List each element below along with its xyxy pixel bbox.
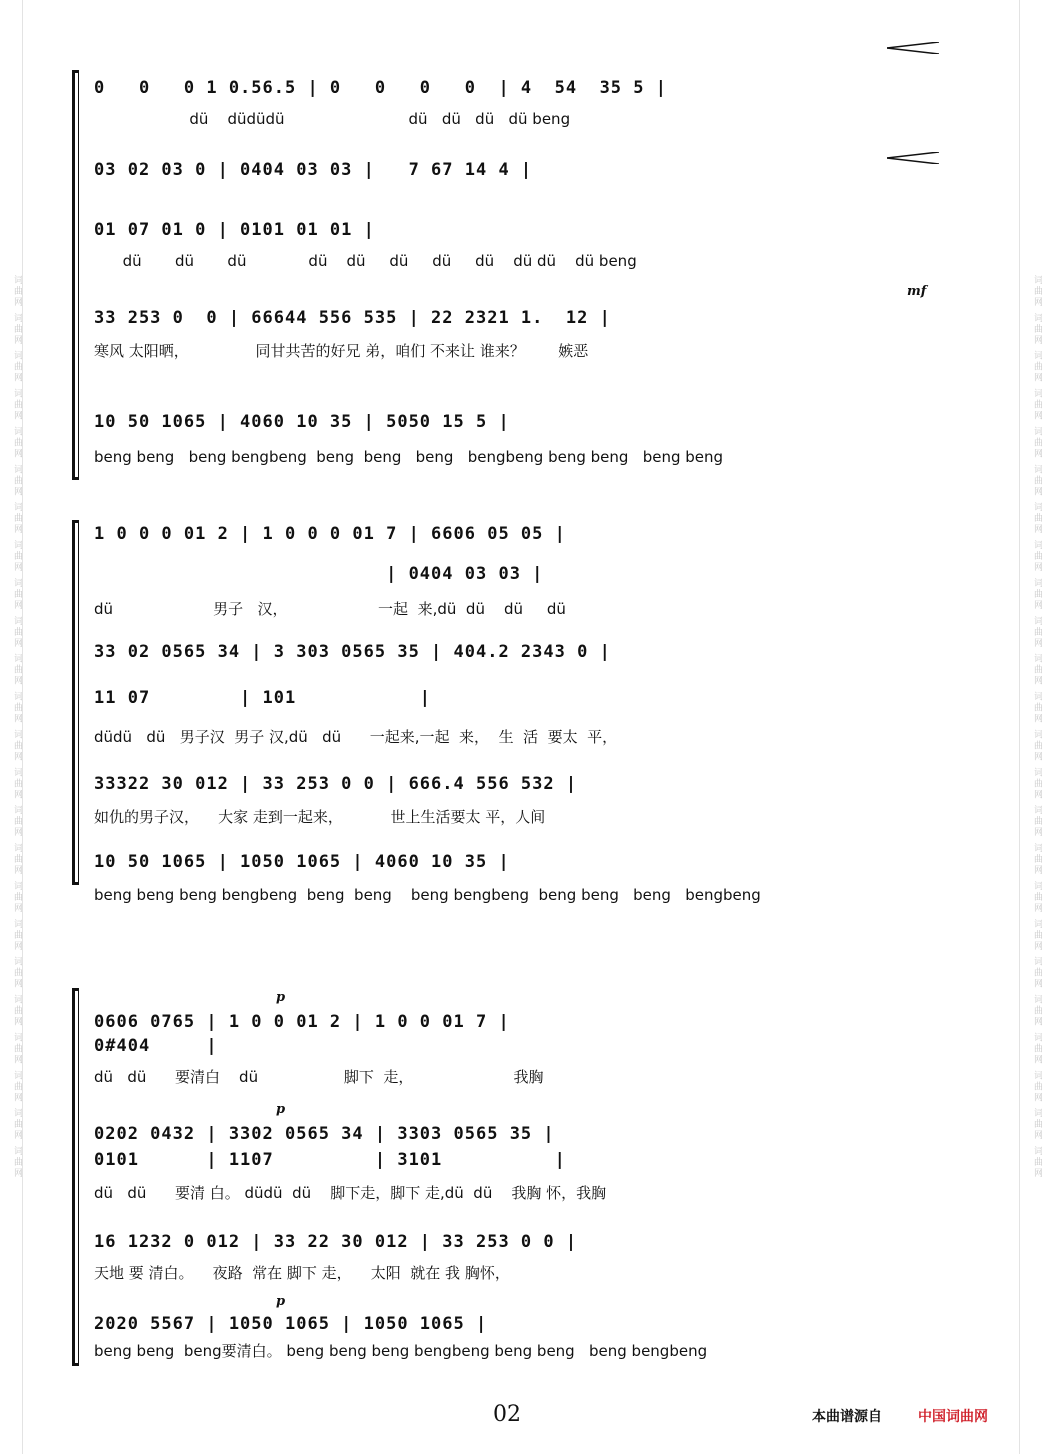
notation-line: 33322 30 012 | 33 253 0 0 | 666.4 556 532 | [94,774,578,794]
notation-line: 0101 | 1107 | 3101 | [94,1150,566,1170]
lyric-line: 天地 要 清白。 夜路 常在 脚下 走， 太阳 就在 我 胸怀， [94,1264,510,1282]
notation-line: | 0404 03 03 | [94,564,544,584]
notation-line: 33 253 0 0 | 66644 556 535 | 22 2321 1. 12 | [94,308,611,328]
system-bracket [72,988,81,1366]
lyric-line: beng beng beng要清白。 beng beng beng bengbeng beng beng beng bengbeng [94,1342,708,1360]
dynamic-marking: mf [907,284,927,299]
notation-line: 1 0 0 0 01 2 | 1 0 0 0 01 7 | 6606 05 05 | [94,524,566,544]
lyric-line: 寒风 太阳晒， 同甘共苦的好兄 弟，咱们 不来让 谁来？ 嫉恶 [94,342,589,360]
notation-line: 11 07 | 101 | [94,688,432,708]
notation-line: 10 50 1065 | 4060 10 35 | 5050 15 5 | [94,412,510,432]
lyric-line: 如仇的男子汉， 大家 走到一起来， 世上生活要太 平，人间 [94,808,546,826]
lyric-line: dü düdüdü dü dü dü dü beng [94,110,571,128]
notation-line: 0 0 0 1 0.56.5 | 0 0 0 0 | 4 54 35 5 | [94,78,667,98]
dynamic-marking: p [276,1294,286,1309]
source-label: 本曲谱源自 [812,1409,882,1425]
system-bracket-thin [78,988,79,1366]
dynamic-marking: p [276,990,286,1005]
score-system-3 [72,988,977,1366]
score-system-1 [72,70,977,480]
notation-line: 0202 0432 | 3302 0565 34 | 3303 0565 35 | [94,1124,555,1144]
notation-line: 03 02 03 0 | 0404 03 03 | 7 67 14 4 | [94,160,533,180]
score-system-2 [72,520,977,904]
system-bracket-thin [78,520,79,885]
lyric-line: dü 男子 汉， 一起 来,dü dü dü dü [94,600,566,618]
left-watermark-strip: 词曲网 词曲网 词曲网 词曲网 词曲网 词曲网 词曲网 词曲网 词曲网 词曲网 词曲网 词曲网 词曲网 词曲网 词曲网 词曲网 词曲网 词曲网 词曲网 词曲网 词曲网 词曲网 词曲网 词曲网 [0,0,23,1454]
dynamic-marking: p [276,1102,286,1117]
right-watermark-strip: 词曲网 词曲网 词曲网 词曲网 词曲网 词曲网 词曲网 词曲网 词曲网 词曲网 词曲网 词曲网 词曲网 词曲网 词曲网 词曲网 词曲网 词曲网 词曲网 词曲网 词曲网 词曲网 词曲网 词曲网 [1019,0,1042,1454]
notation-line: 16 1232 0 012 | 33 22 30 012 | 33 253 0 0 | [94,1232,578,1252]
system-bracket [72,70,81,480]
notation-line: 33 02 0565 34 | 3 303 0565 35 | 404.2 2343 0 | [94,642,611,662]
system-bracket-thin [78,70,79,480]
brand-link[interactable]: 中国词曲网 [918,1409,988,1425]
notation-line: 01 07 01 0 | 0101 01 01 | [94,220,375,240]
notation-line: 2020 5567 | 1050 1065 | 1050 1065 | [94,1314,488,1334]
notation-line: 0606 0765 | 1 0 0 01 2 | 1 0 0 01 7 | [94,1012,510,1032]
notation-line: 0#404 | [94,1036,218,1056]
lyric-line: dü dü dü dü dü dü dü dü dü dü dü beng [94,252,637,270]
lyric-line: düdü dü 男子汉 男子 汉,dü dü 一起来,一起 来， 生 活 要太 平， [94,728,618,746]
page-number: 02 [493,1402,521,1427]
notation-line: 10 50 1065 | 1050 1065 | 4060 10 35 | [94,852,510,872]
lyric-line: beng beng beng bengbeng beng beng beng bengbeng beng beng beng beng [94,448,724,466]
crescendo-hairpin [887,42,939,54]
lyric-line: dü dü 要清白 dü 脚下 走， 我胸 [94,1068,544,1086]
lyric-line: dü dü 要清 白。 düdü dü 脚下走，脚下 走,dü dü 我胸 怀，我胸 [94,1184,607,1202]
system-bracket [72,520,81,885]
lyric-line: beng beng beng bengbeng beng beng beng bengbeng beng beng beng bengbeng [94,886,761,904]
